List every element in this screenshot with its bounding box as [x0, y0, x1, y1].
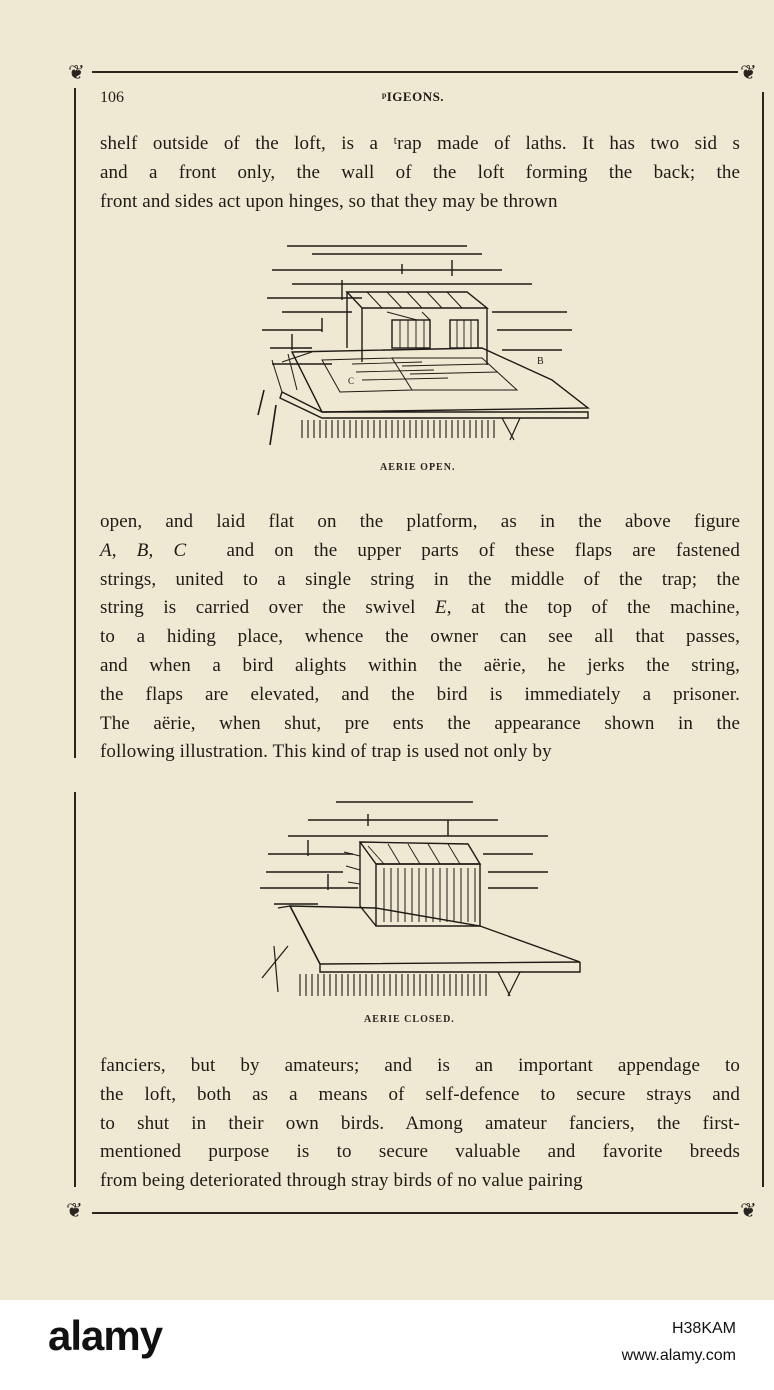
aerie-open-illustration [252, 240, 597, 455]
text-line: fanciers, but by amateurs; and is an important appendage to [100, 1055, 740, 1076]
text-line: front and sides act upon hinges, so that they may be thrown [100, 190, 558, 212]
figure-ref-a: A [100, 539, 112, 561]
figure-1-caption: AERIE OPEN. [380, 462, 456, 473]
paragraph-3 [100, 1052, 740, 1196]
text-line: strings, united to a single string in the middle of the trap; the [100, 568, 740, 590]
text-line: the loft, both as a means of self-defence to secure strays and [100, 1083, 740, 1105]
frame-rule-top [92, 71, 738, 73]
figure-label-c: C [348, 376, 355, 386]
corner-ornament-bottom-right: ❦ [740, 1198, 757, 1222]
figure-ref-e: E [435, 597, 447, 619]
line-rest: and on the upper parts of these flaps are fastened [186, 539, 740, 561]
corner-ornament-top-right: ❦ [740, 60, 757, 84]
line-rest: , at the top of the machine, [446, 597, 740, 619]
line-start: string is carried over the swivel [100, 597, 436, 619]
text-line: following illustration. This kind of trap is used not only by [100, 741, 552, 763]
figure-label-b: B [537, 356, 544, 367]
text-line: to a hiding place, whence the owner can see all that passes, [100, 626, 740, 648]
text-line: The aërie, when shut, pre ents the appearance shown in the [100, 712, 740, 734]
text-line [100, 537, 740, 566]
running-title: ᵖIGEONS. [382, 89, 445, 104]
figure-ref-b: B [136, 539, 149, 561]
text-line: and when a bird alights within the aërie, he jerks the string, [100, 654, 740, 676]
watermark-url: www.alamy.com [621, 1347, 736, 1364]
text-line: open, and laid flat on the platform, as in the above figure [100, 511, 740, 532]
figure-2-caption: AERIE CLOSED. [364, 1014, 455, 1025]
corner-ornament-bottom-left: ❦ [66, 1198, 83, 1222]
frame-rule-right [762, 92, 764, 1187]
page-number: 106 [100, 89, 124, 106]
text-line: and a front only, the wall of the loft forming the back; the [100, 161, 740, 183]
text-line: shelf outside of the loft, is a ᵗrap made of laths. It has two sid s [100, 133, 740, 154]
text-line: the flaps are elevated, and the bird is immediately a prisoner. [100, 683, 740, 705]
text-line: to shut in their own birds. Among amateur fanciers, the first- [100, 1112, 740, 1134]
paragraph-2 [100, 508, 740, 767]
aerie-closed-illustration [248, 796, 588, 1001]
frame-rule-bottom [92, 1212, 738, 1214]
text-line [100, 594, 740, 623]
figure-ref-c: C [173, 539, 187, 561]
watermark-image-id: H38KAM [671, 1320, 736, 1337]
comma: , [111, 539, 137, 561]
frame-rule-left-upper [74, 88, 76, 758]
watermark-logo: alamy [48, 1312, 163, 1359]
corner-ornament-top-left: ❦ [68, 60, 85, 84]
frame-rule-left-lower [74, 792, 76, 1187]
paragraph-1 [100, 130, 740, 216]
comma: , [148, 539, 174, 561]
text-line: from being deteriorated through stray birds of no value pairing [100, 1170, 583, 1192]
text-line: mentioned purpose is to secure valuable and favorite breeds [100, 1141, 740, 1163]
